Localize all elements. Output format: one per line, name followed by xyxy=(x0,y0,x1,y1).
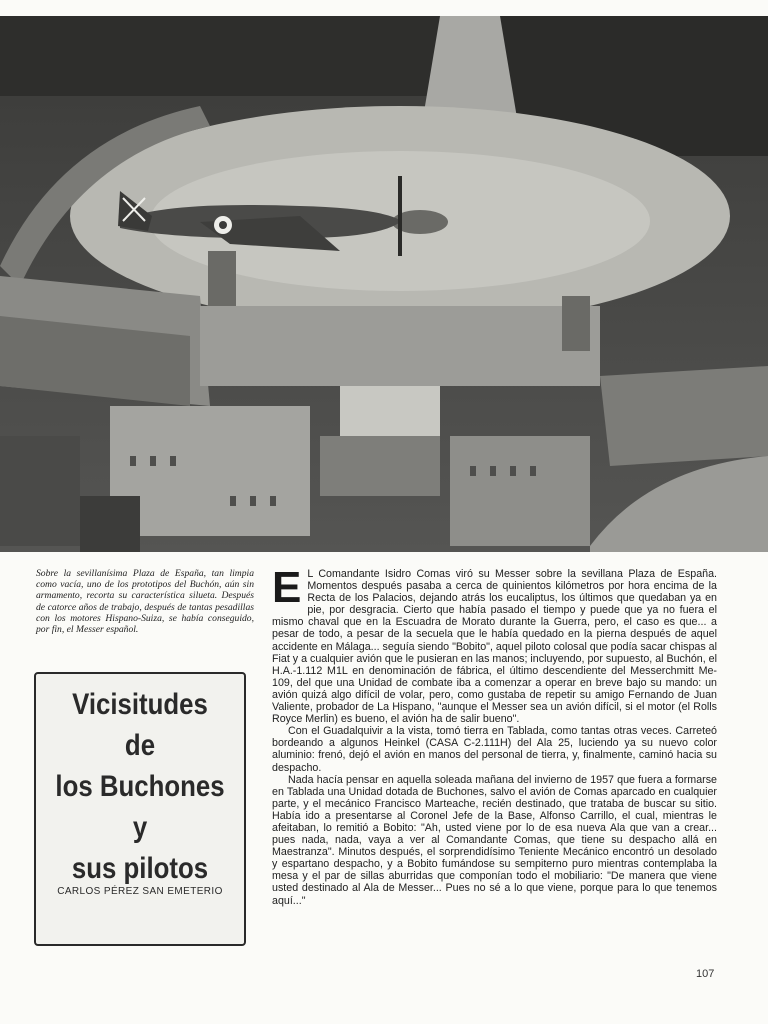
title-line: y xyxy=(132,811,148,844)
paragraph-text: L Comandante Isidro Comas viró su Messer sobre la sevillana Plaza de España. Momentos después pasaba a cerca de quinientos kilómetros por hora encima de la Recta de los Palacios, dejando atrás los eucaliptus, los últimos que quedaban ya en pie, por desgracia. Cierto que había pasado el tiempo y puede que ya no fuera el mismo chaval que en la Escuadra de Morato durante la Guerra, pero, el caso es que... a pesar de todo, a pesar de la secuela que le había quedado en la pierna después de aquel accidente en Málaga... seguía siendo "Bobito", aquel piloto colosal que podía sacar chispas al Fiat y a cualquier avión que le pusieran en las manos; incluyendo, por supuesto, al Buchón, el H.A.-1.112 M1L en denominación de fábrica, el último descendiente del Messerchmitt Me-109, del que una Unidad de combate iba a comenzar a operar en breve bajo su mando: un avión quizá algo difícil de volar, pero, como gustaba de repetir su amigo Fernando de Juan Valiente, probador de La Hispano, "aunque el Messer sea un avión difícil, si el motor (el Rolls Royce Merlin) es bueno, el avión ha de salir bueno". xyxy=(272,568,717,726)
title-line: sus pilotos xyxy=(71,852,209,885)
drop-cap: E xyxy=(272,563,302,612)
title-line: de xyxy=(124,729,156,762)
article-author: CARLOS PÉREZ SAN EMETERIO xyxy=(57,886,223,897)
aerial-photo-plaza-de-espana xyxy=(0,16,768,552)
photo-illustration xyxy=(0,16,768,552)
article-title xyxy=(51,684,230,889)
paragraph xyxy=(272,563,717,726)
photo-caption: Sobre la sevillanísima Plaza de España, tan limpia como vacía, uno de los prototipos del Buchón, aún sin armamento, recorta su característica silueta. Después de catorce años de trabajo, después de tantas pesadillas con los motores Hispano-Suiza, se había conseguido, por fin, el Messer español. xyxy=(36,568,254,636)
article-body xyxy=(272,563,717,907)
title-line: Vicisitudes xyxy=(72,688,208,721)
title-line: los Buchones xyxy=(55,770,225,803)
page-number: 107 xyxy=(696,968,715,980)
paragraph: Con el Guadalquivir a la vista, tomó tierra en Tablada, como tantas otras veces. Carreteó bordeando a algunos Heinkel (CASA C-2.111H) del Ala 25, luciendo ya su nuevo color aluminio: frenó, dejó el avión en manos del personal de tierra, y, finalmente, caminó hacia su despacho. xyxy=(272,725,717,774)
article-title-box xyxy=(34,672,246,946)
paragraph: Nada hacía pensar en aquella soleada mañana del invierno de 1957 que fuera a formarse en Tablada una Unidad dotada de Buchones, salvo el avión de Comas aparcado en cualquier parte, y el mecánico Francisco Marteache, recién destinado, que trataba de buscar su sitio. Había ido a presentarse al Coronel Jefe de la Base, Alfonso Carrillo, el cual, mientras le afeitaban, lo remitió a Bobito: "Ah, usted viene por lo de esa nueva Ala que van a crear... pues nada, nada, vaya a ver al Comandante Comas, que tiene su despacho allá en Maestranza". Minutos después, el sorprendidísimo Teniente Mecánico encontró un desolado y espartano despacho, y a Bobito fumándose su sempiterno puro mientras contemplaba la mesa y el par de sillas aburridas que componían todo el mobiliario: "De manera que viene usted destinado al Ala de Messer... Pues no sé a lo que viene, porque para lo que tenemos aquí..." xyxy=(272,773,717,907)
